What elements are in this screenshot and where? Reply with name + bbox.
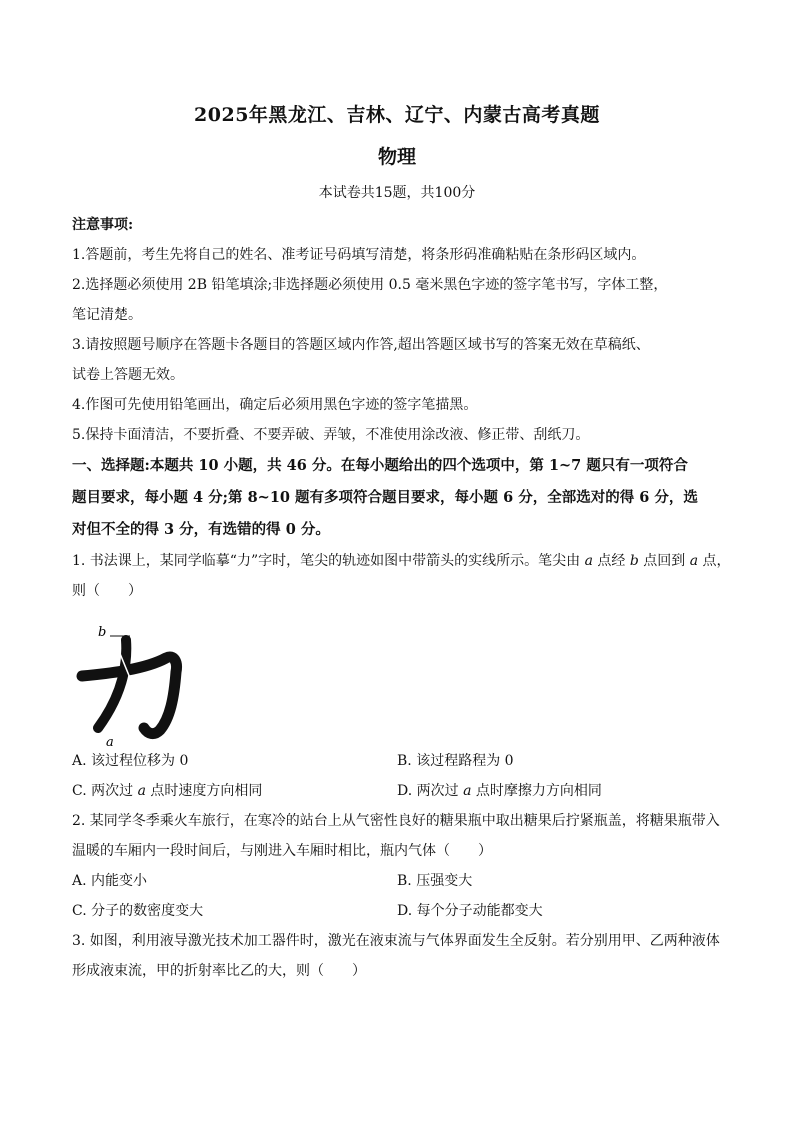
exam-body xyxy=(72,210,732,986)
exam-title: 2025年黑龙江、吉林、辽宁、内蒙古高考真题 xyxy=(194,104,600,126)
exam-subject: 物理 xyxy=(377,146,416,168)
question-1-stem: 1. 书法课上，某同学临摹“力”字时，笔尖的轨迹如图中带箭头的实线所示。笔尖由 a 点经 b 点回到 a 点， xyxy=(72,553,731,569)
option-b[interactable]: B. 压强变大 xyxy=(397,873,473,889)
notice-line: 1.答题前，考生先将自己的姓名、准考证号码填写清楚，将条形码准确粘贴在条形码区域内。 xyxy=(72,247,646,263)
option-d[interactable]: D. 两次过 a 点时摩擦力方向相同 xyxy=(397,783,602,799)
question-3-stem-end: 形成液束流，甲的折射率比乙的大，则（ ） xyxy=(72,963,366,979)
notice-line: 3.请按照题号顺序在答题卡各题目的答题区域内作答,超出答题区域书写的答案无效在草稿纸、 xyxy=(72,337,650,353)
option-b[interactable]: B. 该过程路程为 0 xyxy=(397,753,514,769)
question-1-options-row xyxy=(72,776,732,806)
point-a-label: a xyxy=(106,735,114,748)
question-2-options-row xyxy=(72,866,732,896)
option-a[interactable]: A. 该过程位移为 0 xyxy=(72,753,189,769)
option-d[interactable]: D. 每个分子动能都变大 xyxy=(397,903,543,919)
notice-line: 试卷上答题无效。 xyxy=(72,367,184,383)
notice-line: 笔记清楚。 xyxy=(72,307,142,323)
question-1-options-row xyxy=(72,746,732,776)
notice-heading: 注意事项: xyxy=(72,217,134,233)
section-heading: 题目要求，每小题 4 分;第 8~10 题有多项符合题目要求，每小题 6 分，全部选对的得 6 分，选 xyxy=(72,489,698,506)
question-1-figure xyxy=(72,606,732,746)
notice-line: 4.作图可先使用铅笔画出，确定后必须用黑色字迹的签字笔描黑。 xyxy=(72,397,478,413)
question-2-stem-end: 温暖的车厢内一段时间后，与刚进入车厢时相比，瓶内气体（ ） xyxy=(72,843,492,859)
brush-stroke-vertical xyxy=(98,640,126,728)
option-a[interactable]: A. 内能变小 xyxy=(72,873,148,889)
notice-line: 2.选择题必须使用 2B 铅笔填涂;非选择题必须使用 0.5 毫米黑色字迹的签字笔书写，字体工整， xyxy=(72,277,668,293)
question-1-stem-end: 则（ ） xyxy=(72,583,142,599)
exam-info: 本试卷共15题，共100分 xyxy=(318,185,476,201)
option-c[interactable]: C. 两次过 a 点时速度方向相同 xyxy=(72,783,263,799)
section-heading: 一、选择题:本题共 10 小题，共 46 分。在每小题给出的四个选项中，第 1~7 题只有一项符合 xyxy=(72,457,688,474)
option-c[interactable]: C. 分子的数密度变大 xyxy=(72,903,204,919)
notice-line: 5.保持卡面清洁，不要折叠、不要弄破、弄皱，不准使用涂改液、修正带、刮纸刀。 xyxy=(72,427,590,443)
point-b-label: b xyxy=(98,625,107,640)
calligraphy-li-figure xyxy=(74,618,194,748)
question-2-stem: 2. 某同学冬季乘火车旅行，在寒冷的站台上从气密性良好的糖果瓶中取出糖果后拧紧瓶盖，将糖果瓶带入 xyxy=(72,813,720,829)
question-3-stem: 3. 如图，利用液导激光技术加工器件时，激光在液束流与气体界面发生全反射。若分别用甲、乙两种液体 xyxy=(72,933,720,949)
question-2-options-row xyxy=(72,896,732,926)
section-heading: 对但不全的得 3 分，有选错的得 0 分。 xyxy=(72,521,330,538)
